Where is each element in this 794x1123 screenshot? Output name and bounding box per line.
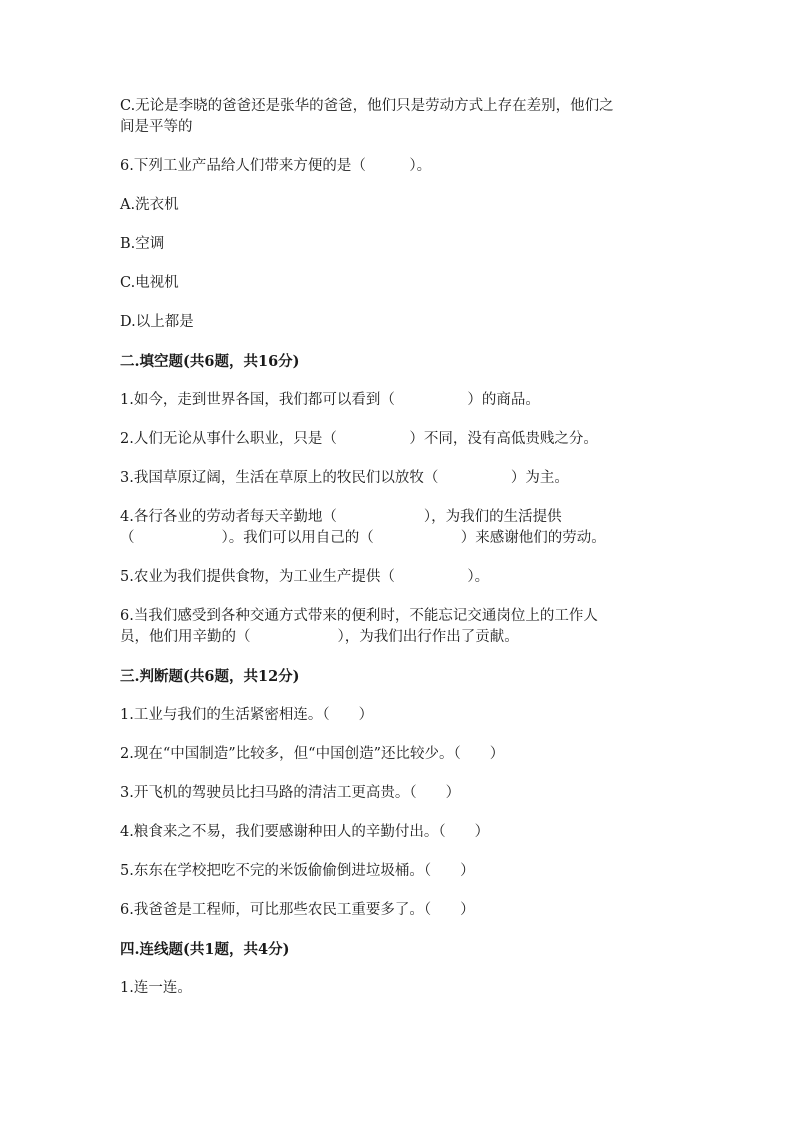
question-6-option-c: C.电视机 bbox=[120, 275, 179, 291]
question-6-option-a: A.洗衣机 bbox=[120, 197, 179, 213]
exam-page bbox=[120, 96, 680, 999]
question-6-option-d: D.以上都是 bbox=[120, 314, 194, 330]
fill-question-6-line-2: 员，他们用辛勤的（ ），为我们出行作出了贡献。 bbox=[120, 629, 519, 645]
question-6-option-b: B.空调 bbox=[120, 236, 165, 252]
judge-question-1: 1.工业与我们的生活紧密相连。（ ） bbox=[120, 707, 374, 723]
fill-question-4-line-2: （ ）。我们可以用自己的（ ）来感谢他们的劳动。 bbox=[120, 530, 606, 546]
section-4-heading: 四.连线题(共1题，共4分) bbox=[120, 941, 290, 958]
question-5-option-c bbox=[120, 96, 680, 138]
fill-question-1: 1.如今，走到世界各国，我们都可以看到（ ）的商品。 bbox=[120, 392, 540, 408]
fill-question-6 bbox=[120, 606, 680, 648]
fill-question-6-line-1: 6.当我们感受到各种交通方式带来的便利时，不能忘记交通岗位上的工作人 bbox=[120, 608, 598, 624]
fill-question-3: 3.我国草原辽阔，生活在草原上的牧民们以放牧（ ）为主。 bbox=[120, 470, 569, 486]
match-question-1: 1.连一连。 bbox=[120, 980, 192, 996]
section-3-heading: 三.判断题(共6题，共12分) bbox=[120, 668, 300, 685]
judge-question-3: 3.开飞机的驾驶员比扫马路的清洁工更高贵。（ ） bbox=[120, 785, 461, 801]
section-2-heading: 二.填空题(共6题，共16分) bbox=[120, 353, 300, 370]
option-c-line-2: 间是平等的 bbox=[120, 119, 193, 135]
judge-question-4: 4.粮食来之不易，我们要感谢种田人的辛勤付出。（ ） bbox=[120, 824, 490, 840]
judge-question-5: 5.东东在学校把吃不完的米饭偷偷倒进垃圾桶。（ ） bbox=[120, 863, 475, 879]
judge-question-6: 6.我爸爸是工程师，可比那些农民工重要多了。（ ） bbox=[120, 902, 475, 918]
judge-question-2: 2.现在“中国制造”比较多，但“中国创造”还比较少。（ ） bbox=[120, 746, 505, 762]
fill-question-2: 2.人们无论从事什么职业，只是（ ）不同，没有高低贵贱之分。 bbox=[120, 431, 598, 447]
question-6-stem: 6.下列工业产品给人们带来方便的是（ ）。 bbox=[120, 158, 432, 174]
fill-question-4-line-1: 4.各行各业的劳动者每天辛勤地（ ），为我们的生活提供 bbox=[120, 509, 562, 525]
fill-question-5: 5.农业为我们提供食物，为工业生产提供（ ）。 bbox=[120, 569, 490, 585]
fill-question-4 bbox=[120, 507, 680, 549]
option-c-line-1: C.无论是李晓的爸爸还是张华的爸爸，他们只是劳动方式上存在差别，他们之 bbox=[120, 98, 614, 114]
